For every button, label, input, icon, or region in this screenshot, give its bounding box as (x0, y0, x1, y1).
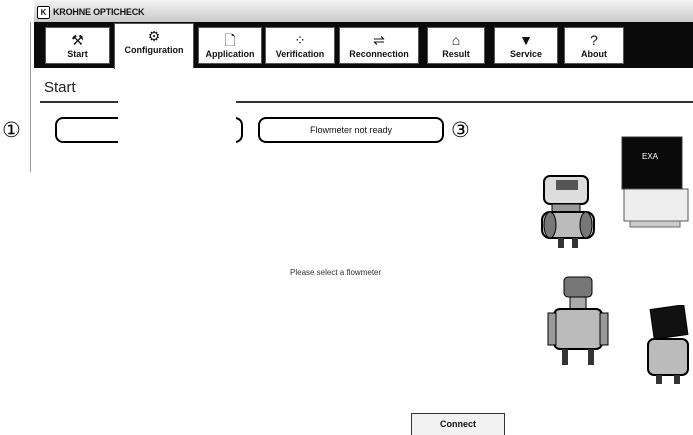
document-icon: 🗋 (224, 32, 236, 48)
window-titlebar (34, 0, 693, 23)
tray-icon: ⌂ (451, 32, 461, 48)
tab-application[interactable] (198, 27, 262, 64)
question-icon: ? (590, 32, 598, 48)
flowmeter-image-compact[interactable] (536, 170, 606, 250)
callout-one: ① (2, 119, 21, 142)
molecule-icon: ⁘ (294, 32, 306, 48)
tab-service-label: Service (509, 49, 543, 59)
tab-configuration-label: Configuration (124, 45, 184, 55)
tab-result[interactable] (427, 27, 485, 64)
start-icon: ⚒ (71, 32, 84, 48)
flowmeter-image-wall[interactable] (642, 305, 693, 385)
flowmeter-image-standard[interactable] (546, 275, 612, 370)
monitor-screen-text: EXA (642, 152, 659, 161)
tab-reconnection-label: Reconnection (349, 49, 409, 59)
tab-reconnection[interactable] (339, 27, 419, 64)
krohne-app-icon: K (37, 6, 50, 19)
gears-icon: ⚙ (147, 28, 161, 44)
reconnect-icon: ⇌ (373, 32, 385, 48)
tab-application-label: Application (205, 49, 255, 59)
page-title: Start (44, 79, 76, 96)
configuration-tab-dropdown (118, 68, 236, 150)
select-flowmeter-message: Please select a flowmeter (290, 268, 382, 277)
tab-service[interactable] (494, 27, 558, 64)
window-title: KROHNE OPTICHECK (53, 7, 145, 17)
callout-three: ③ (451, 119, 470, 142)
tab-result-label: Result (442, 49, 470, 59)
triangle-icon: ▼ (519, 32, 533, 48)
tab-verification-label: Verification (275, 49, 325, 59)
main-toolbar (34, 22, 693, 68)
flowmeter-status-text: Flowmeter not ready (309, 125, 393, 135)
tab-start-label: Start (67, 49, 88, 59)
tab-about-label: About (581, 49, 607, 59)
tab-about[interactable] (564, 27, 624, 64)
flowmeter-image-converter[interactable] (620, 135, 693, 230)
tab-verification[interactable] (265, 27, 335, 64)
flowmeter-status-pill[interactable] (258, 117, 444, 143)
tab-start[interactable] (45, 27, 110, 64)
left-divider (30, 22, 31, 172)
tab-configuration[interactable] (114, 23, 194, 69)
connect-button[interactable]: Connect (411, 413, 505, 435)
